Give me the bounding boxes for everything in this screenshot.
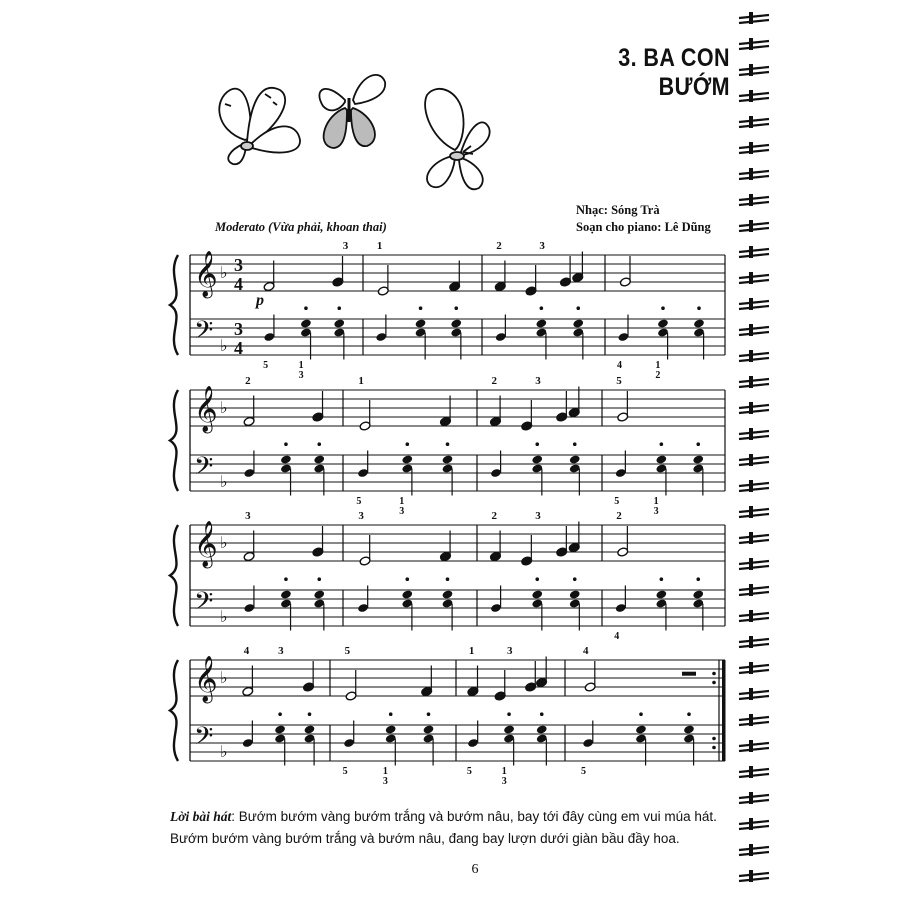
- staccato-dot: [406, 577, 410, 581]
- staccato-dot: [427, 712, 431, 716]
- lyrics-block: [170, 806, 730, 850]
- spiral-hole: [749, 376, 753, 388]
- treble-fingering: 1: [468, 645, 475, 657]
- treble-fingering: 1: [358, 375, 364, 387]
- spiral-hole: [749, 584, 753, 596]
- spiral-hole: [749, 116, 753, 128]
- staccato-dot: [535, 577, 539, 581]
- spiral-hole: [749, 792, 753, 804]
- staccato-dot: [284, 442, 288, 446]
- bass-clef: 𝄢: [194, 723, 214, 756]
- bass-fingering: 5: [263, 360, 269, 371]
- staccato-dot: [446, 442, 450, 446]
- spiral-hole: [749, 272, 753, 284]
- staccato-dot: [540, 306, 544, 310]
- chord-note: [635, 724, 647, 734]
- spiral-hole: [749, 558, 753, 570]
- spiral-hole: [749, 818, 753, 830]
- spiral-ring: [739, 743, 769, 751]
- chord-note: [313, 454, 325, 464]
- key-signature-flat: ♭: [220, 400, 228, 417]
- spiral-hole: [749, 610, 753, 622]
- spiral-hole: [749, 246, 753, 258]
- final-barline-thick: [722, 660, 726, 761]
- staccato-dot: [696, 442, 700, 446]
- staccato-dot: [660, 442, 664, 446]
- music-system: [170, 510, 725, 642]
- staccato-dot: [454, 306, 458, 310]
- music-system: [170, 375, 725, 517]
- time-signature-bottom: 4: [234, 274, 243, 294]
- bass-clef: 𝄢: [194, 317, 214, 350]
- spiral-ring: [739, 847, 769, 855]
- spiral-ring: [739, 769, 769, 777]
- spiral-hole: [749, 428, 753, 440]
- bass-fingering: 5: [466, 766, 472, 777]
- bass-clef: 𝄢: [194, 588, 214, 621]
- chord-note: [693, 318, 705, 328]
- spiral-ring: [739, 873, 769, 881]
- brace: [170, 660, 178, 761]
- chord-note: [385, 724, 397, 734]
- spiral-hole: [749, 168, 753, 180]
- spiral-ring: [739, 275, 769, 283]
- chord-note: [274, 724, 286, 734]
- key-signature-flat: ♭: [220, 265, 228, 282]
- bass-fingering: 3: [653, 506, 659, 517]
- treble-clef: 𝄞: [194, 251, 218, 296]
- spiral-ring: [739, 353, 769, 361]
- staccato-dot: [389, 712, 393, 716]
- bass-fingering: 4: [617, 360, 622, 371]
- spiral-binding: [735, 0, 775, 900]
- chord-note: [569, 589, 581, 599]
- spiral-ring: [739, 821, 769, 829]
- treble-clef: 𝄞: [194, 386, 218, 431]
- staccato-dot: [507, 712, 511, 716]
- staccato-dot: [419, 306, 423, 310]
- brace: [170, 255, 178, 355]
- whole-rest: [682, 672, 696, 676]
- chord-note: [655, 589, 667, 599]
- chord-note: [692, 589, 704, 599]
- chord-note: [531, 589, 543, 599]
- spiral-hole: [749, 662, 753, 674]
- treble-fingering: 2: [491, 510, 497, 522]
- treble-fingering: 2: [496, 240, 502, 252]
- chord-note: [401, 589, 413, 599]
- staccato-dot: [337, 306, 341, 310]
- staccato-dot: [406, 442, 410, 446]
- staccato-dot: [284, 577, 288, 581]
- spiral-ring: [739, 483, 769, 491]
- spiral-ring: [739, 223, 769, 231]
- bass-fingering: 1: [653, 496, 659, 507]
- spiral-hole: [749, 766, 753, 778]
- spiral-hole: [749, 142, 753, 154]
- spiral-hole: [749, 298, 753, 310]
- treble-fingering: 3: [507, 645, 513, 657]
- chord-note: [415, 318, 427, 328]
- bass-fingering: 1: [298, 360, 304, 371]
- treble-fingering: 3: [245, 510, 251, 522]
- lyrics-label: Lời bài hát: [170, 809, 232, 824]
- spiral-ring: [739, 561, 769, 569]
- spiral-hole: [749, 532, 753, 544]
- spiral-ring: [739, 795, 769, 803]
- chord-note: [572, 318, 584, 328]
- key-signature-flat: ♭: [220, 609, 228, 626]
- spiral-hole: [749, 480, 753, 492]
- treble-fingering: 2: [245, 375, 251, 387]
- treble-clef: 𝄞: [194, 521, 218, 566]
- spiral-ring: [739, 119, 769, 127]
- dynamic-marking: p: [256, 292, 264, 309]
- treble-fingering: 5: [344, 645, 351, 657]
- chord-note: [655, 454, 667, 464]
- spiral-ring: [739, 431, 769, 439]
- spiral-ring: [739, 197, 769, 205]
- spiral-hole: [749, 636, 753, 648]
- staccato-dot: [317, 442, 321, 446]
- treble-fingering: 3: [539, 240, 545, 252]
- spiral-hole: [749, 324, 753, 336]
- repeat-dot: [712, 672, 716, 676]
- staccato-dot: [278, 712, 282, 716]
- time-signature-top: 3: [234, 319, 243, 339]
- spiral-hole: [749, 844, 753, 856]
- spiral-hole: [749, 454, 753, 466]
- spiral-ring: [739, 405, 769, 413]
- bass-fingering: 5: [342, 766, 348, 777]
- chord-note: [442, 589, 454, 599]
- chord-note: [280, 454, 292, 464]
- spiral-hole: [749, 220, 753, 232]
- chord-note: [692, 454, 704, 464]
- treble-fingering: 3: [358, 510, 364, 522]
- composer-credit: Nhạc: Sóng Trà: [576, 203, 660, 217]
- spiral-hole: [749, 90, 753, 102]
- treble-fingering: 3: [535, 510, 541, 522]
- spiral-ring: [739, 249, 769, 257]
- spiral-ring: [739, 639, 769, 647]
- spiral-ring: [739, 67, 769, 75]
- bass-clef: 𝄢: [194, 453, 214, 486]
- treble-fingering: 2: [491, 375, 497, 387]
- spiral-ring: [739, 171, 769, 179]
- spiral-hole: [749, 350, 753, 362]
- treble-clef: 𝄞: [194, 656, 218, 701]
- chord-note: [569, 454, 581, 464]
- spiral-ring: [739, 509, 769, 517]
- spiral-hole: [749, 12, 753, 24]
- music-system: [170, 240, 725, 381]
- chord-note: [536, 724, 548, 734]
- chord-note: [535, 318, 547, 328]
- bass-fingering: 1: [382, 766, 388, 777]
- key-signature-flat: ♭: [220, 535, 228, 552]
- spiral-ring: [739, 665, 769, 673]
- spiral-hole: [749, 402, 753, 414]
- bass-fingering: 1: [655, 360, 661, 371]
- spiral-hole: [749, 38, 753, 50]
- music-system: [170, 645, 726, 787]
- staccato-dot: [308, 712, 312, 716]
- staccato-dot: [660, 577, 664, 581]
- chord-note: [304, 724, 316, 734]
- spiral-ring: [739, 691, 769, 699]
- treble-fingering: 1: [376, 240, 383, 252]
- repeat-dot: [712, 681, 716, 685]
- bass-fingering: 5: [614, 496, 620, 507]
- brace: [170, 525, 178, 626]
- chord-note: [683, 724, 695, 734]
- spiral-ring: [739, 145, 769, 153]
- chord-note: [300, 318, 312, 328]
- key-signature-flat: ♭: [220, 670, 228, 687]
- repeat-dot: [712, 746, 716, 750]
- spiral-ring: [739, 587, 769, 595]
- chord-note: [401, 454, 413, 464]
- staccato-dot: [661, 306, 665, 310]
- chord-note: [313, 589, 325, 599]
- spiral-ring: [739, 613, 769, 621]
- staccato-dot: [687, 712, 691, 716]
- treble-fingering: 5: [616, 375, 622, 387]
- bass-fingering: 5: [581, 766, 586, 777]
- chord-note: [531, 454, 543, 464]
- spiral-ring: [739, 379, 769, 387]
- bass-fingering: 3: [399, 506, 405, 517]
- treble-fingering: 3: [278, 645, 284, 657]
- staccato-dot: [697, 306, 701, 310]
- spiral-hole: [749, 194, 753, 206]
- spiral-ring: [739, 41, 769, 49]
- chord-note: [280, 589, 292, 599]
- bass-fingering: 1: [399, 496, 405, 507]
- key-signature-flat: ♭: [220, 474, 228, 491]
- song-title: 3. BA CON BƯỚM: [618, 44, 730, 101]
- brace: [170, 390, 178, 491]
- spiral-ring: [739, 15, 769, 23]
- arranger-credit: Soạn cho piano: Lê Dũng: [576, 220, 711, 234]
- chord-note: [333, 318, 345, 328]
- spiral-ring: [739, 301, 769, 309]
- spiral-hole: [749, 688, 753, 700]
- bass-fingering: 3: [382, 776, 388, 787]
- spiral-hole: [749, 740, 753, 752]
- page-number: 6: [471, 862, 479, 877]
- staccato-dot: [639, 712, 643, 716]
- chord-note: [450, 318, 462, 328]
- staccato-dot: [304, 306, 308, 310]
- treble-fingering: 4: [583, 645, 589, 657]
- bass-fingering: 3: [298, 370, 304, 381]
- staccato-dot: [573, 577, 577, 581]
- bass-fingering: 5: [356, 496, 362, 507]
- key-signature-flat: ♭: [220, 338, 228, 355]
- spiral-hole: [749, 870, 753, 882]
- treble-fingering: 3: [342, 240, 349, 252]
- staccato-dot: [576, 306, 580, 310]
- chord-note: [442, 454, 454, 464]
- spiral-hole: [749, 64, 753, 76]
- spiral-ring: [739, 93, 769, 101]
- chord-note: [423, 724, 435, 734]
- lyrics-text: : Bướm bướm vàng bướm trắng và bướm nâu, bay tới đây cùng em vui múa hát. Bướm bướm vàng bướm trắng và bướm nâu, đang bay lượn dưới giàn bầu đầy hoa.: [170, 809, 717, 846]
- bass-fingering: 4: [614, 631, 620, 642]
- spiral-ring: [739, 535, 769, 543]
- time-signature-top: 3: [234, 255, 243, 275]
- treble-fingering: 4: [243, 645, 250, 657]
- key-signature-flat: ♭: [220, 744, 228, 761]
- spiral-hole: [749, 506, 753, 518]
- staccato-dot: [446, 577, 450, 581]
- repeat-dot: [712, 737, 716, 741]
- chord-note: [503, 724, 515, 734]
- treble-fingering: 3: [535, 375, 541, 387]
- spiral-hole: [749, 714, 753, 726]
- chord-note: [657, 318, 669, 328]
- spiral-ring: [739, 457, 769, 465]
- staccato-dot: [540, 712, 544, 716]
- spiral-ring: [739, 327, 769, 335]
- bass-fingering: 1: [501, 766, 507, 777]
- staccato-dot: [573, 442, 577, 446]
- treble-fingering: 2: [616, 510, 622, 522]
- staccato-dot: [317, 577, 321, 581]
- time-signature-bottom: 4: [234, 338, 243, 358]
- spiral-ring: [739, 717, 769, 725]
- bass-fingering: 2: [655, 370, 661, 381]
- staccato-dot: [696, 577, 700, 581]
- staccato-dot: [535, 442, 539, 446]
- bass-fingering: 3: [501, 776, 507, 787]
- tempo-marking: Moderato (Vừa phải, khoan thai): [215, 220, 387, 234]
